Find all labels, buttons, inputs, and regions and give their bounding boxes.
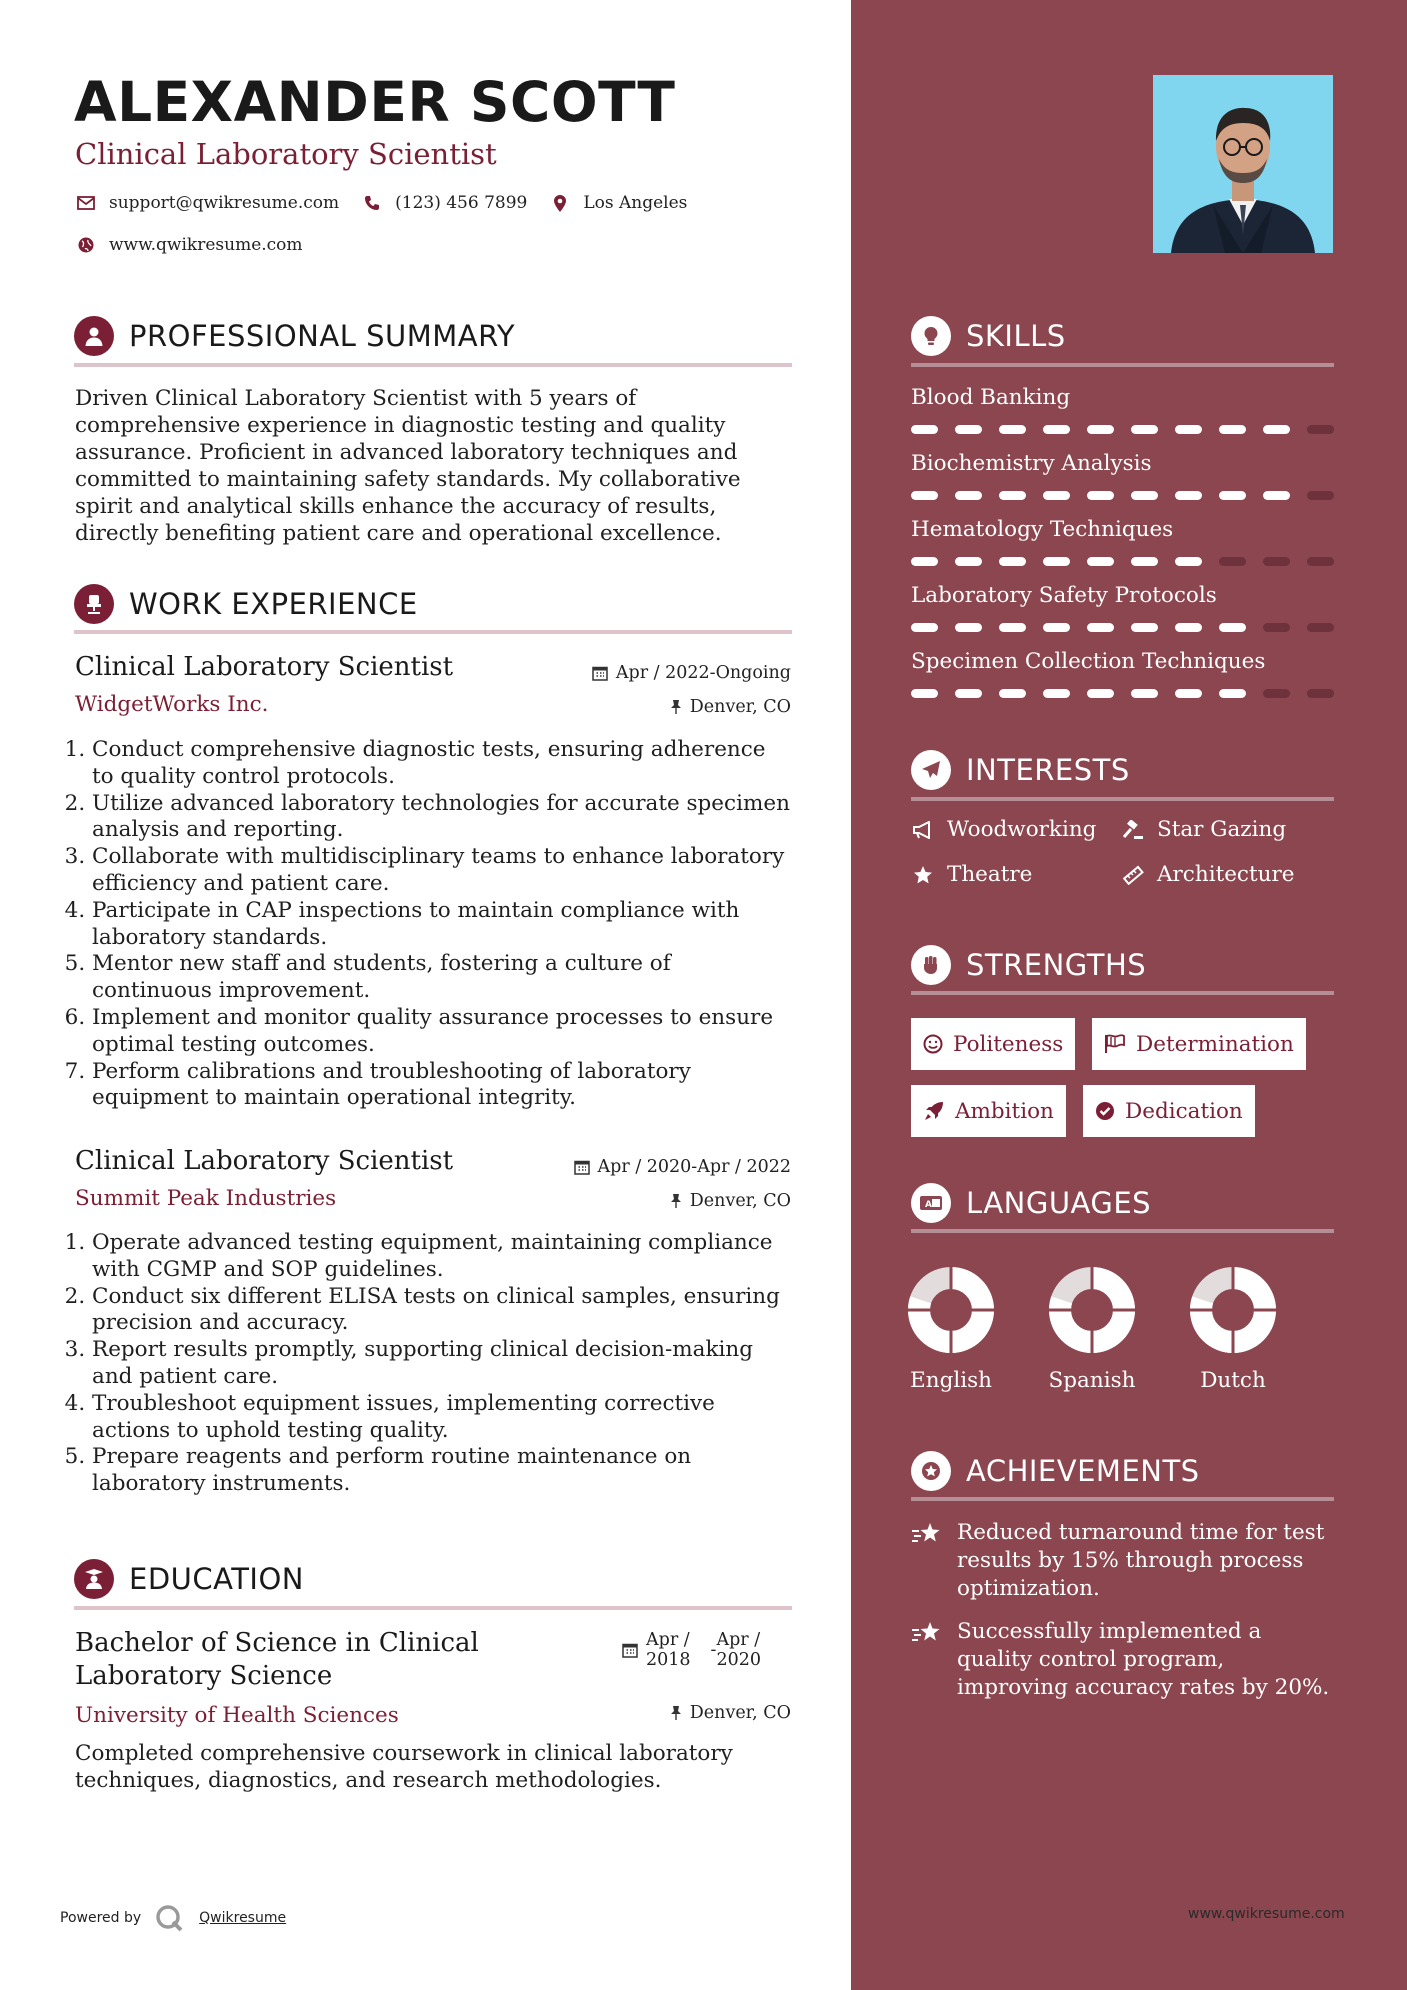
calendar-icon <box>622 1630 638 1670</box>
strength-badge <box>1092 1018 1306 1070</box>
skill-dash <box>999 425 1026 434</box>
education-start-month: Apr / <box>646 1630 690 1650</box>
languages-rule <box>911 1229 1334 1233</box>
shooting-star-icon <box>911 1519 945 1551</box>
list-item: 2. Conduct six different ELISA tests on clinical samples, ensuring precision and accuracy. <box>92 1284 792 1338</box>
job-location-text: Denver, CO <box>689 1191 791 1211</box>
list-item: 5. Prepare reagents and perform routine maintenance on laboratory instruments. <box>92 1444 792 1498</box>
skill-level-bar <box>911 557 1351 566</box>
pushpin-icon <box>670 1705 682 1721</box>
job-dates-text: Apr / 2022-Ongoing <box>615 663 791 683</box>
strength-label: Ambition <box>955 1098 1054 1124</box>
education-end-month: Apr / <box>716 1630 761 1650</box>
contact-row-2 <box>75 235 303 255</box>
skill-level-bar <box>911 491 1351 500</box>
contact-phone[interactable]: (123) 456 7899 <box>395 193 528 213</box>
skill-dash <box>1263 491 1290 500</box>
skill-name: Specimen Collection Techniques <box>911 649 1266 674</box>
education-dates <box>622 1630 761 1670</box>
school-name: University of Health Sciences <box>75 1703 399 1728</box>
skill-dash <box>911 491 938 500</box>
language-item <box>1037 1266 1147 1393</box>
education-rule <box>74 1606 792 1610</box>
language-name: Spanish <box>1048 1368 1136 1393</box>
skill-dash <box>1219 623 1246 632</box>
skill-dash <box>911 425 938 434</box>
interest-item <box>911 817 1096 842</box>
check-circle-icon <box>1095 1101 1115 1121</box>
star-icon <box>911 865 935 885</box>
candidate-title: Clinical Laboratory Scientist <box>75 137 497 171</box>
qwikresume-link[interactable]: Qwikresume <box>199 1910 287 1926</box>
strength-badge <box>1083 1085 1255 1137</box>
strength-label: Determination <box>1136 1031 1294 1057</box>
job-dates-text: Apr / 2020-Apr / 2022 <box>597 1157 791 1177</box>
skill-dash <box>955 557 982 566</box>
skills-heading <box>911 316 1066 356</box>
contact-email[interactable]: support@qwikresume.com <box>109 193 340 213</box>
job-company: WidgetWorks Inc. <box>75 692 269 717</box>
interests-rule <box>911 797 1334 801</box>
job-dates <box>592 663 791 683</box>
skill-name: Laboratory Safety Protocols <box>911 583 1217 608</box>
skill-dash <box>1175 425 1202 434</box>
degree-line-2: Laboratory Science <box>75 1661 333 1691</box>
language-icon <box>911 1183 951 1223</box>
skill-dash <box>1219 491 1246 500</box>
languages-heading <box>911 1183 1151 1223</box>
interest-label: Architecture <box>1157 862 1295 887</box>
languages-heading-label: LANGUAGES <box>966 1186 1152 1220</box>
calendar-icon <box>574 1159 590 1175</box>
skill-name: Biochemistry Analysis <box>911 451 1152 476</box>
paper-plane-icon <box>911 750 951 790</box>
language-name: English <box>910 1368 992 1393</box>
list-item: 3. Report results promptly, supporting clinical decision-making and patient care. <box>92 1337 792 1391</box>
interest-label: Woodworking <box>947 817 1097 842</box>
interest-label: Theatre <box>947 862 1033 887</box>
interest-label: Star Gazing <box>1157 817 1287 842</box>
skill-dash <box>955 491 982 500</box>
date-separator: - <box>710 1640 717 1660</box>
skill-dash <box>1043 623 1070 632</box>
experience-heading-label: WORK EXPERIENCE <box>129 587 418 621</box>
skill-dash <box>1219 557 1246 566</box>
map-pin-icon <box>549 195 571 212</box>
strengths-heading-label: STRENGTHS <box>966 948 1147 982</box>
skill-dash <box>1131 425 1158 434</box>
achievements-heading-label: ACHIEVEMENTS <box>966 1454 1200 1488</box>
education-location <box>670 1703 791 1723</box>
job-dates <box>574 1157 791 1177</box>
skill-name: Hematology Techniques <box>911 517 1174 542</box>
skills-rule <box>911 363 1334 367</box>
skill-dash <box>1131 689 1158 698</box>
achievement-text: Reduced turnaround time for test results by 15% through process optimization. <box>957 1520 1325 1601</box>
language-item <box>896 1266 1006 1393</box>
skill-dash <box>1175 557 1202 566</box>
skill-dash <box>955 623 982 632</box>
list-item: 4. Troubleshoot equipment issues, implementing corrective actions to uphold testing quality. <box>92 1391 792 1445</box>
skill-dash <box>1175 689 1202 698</box>
education-end-year: 2020 <box>716 1650 762 1670</box>
pushpin-icon <box>670 1193 682 1209</box>
interest-item <box>911 862 1032 887</box>
experience-heading <box>74 584 418 624</box>
job-company: Summit Peak Industries <box>75 1186 337 1211</box>
strength-label: Politeness <box>953 1031 1064 1057</box>
candidate-name: ALEXANDER SCOTT <box>74 70 676 134</box>
envelope-icon <box>75 196 97 210</box>
skill-dash <box>1131 491 1158 500</box>
strengths-rule <box>911 991 1334 995</box>
fist-icon <box>911 945 951 985</box>
language-name: Dutch <box>1200 1368 1266 1393</box>
language-donut <box>1189 1266 1277 1354</box>
education-end <box>716 1630 761 1670</box>
globe-icon <box>75 237 97 253</box>
skill-name: Blood Banking <box>911 385 1071 410</box>
interest-item <box>1121 817 1286 842</box>
experience-rule <box>74 630 792 634</box>
education-location-text: Denver, CO <box>689 1703 791 1723</box>
graduate-icon <box>74 1559 114 1599</box>
skill-dash <box>1175 491 1202 500</box>
qwikresume-logo-icon <box>155 1904 185 1932</box>
skill-dash <box>1307 689 1334 698</box>
list-item: 3. Collaborate with multidisciplinary teams to enhance laboratory efficiency and patient care. <box>92 844 792 898</box>
skill-dash <box>1087 491 1114 500</box>
skill-dash <box>911 689 938 698</box>
strength-badge <box>911 1018 1075 1070</box>
skill-dash <box>1131 557 1158 566</box>
interests-heading-label: INTERESTS <box>966 753 1130 787</box>
job-location-text: Denver, CO <box>689 697 791 717</box>
strength-label: Dedication <box>1125 1098 1243 1124</box>
interest-item <box>1121 862 1294 887</box>
skill-dash <box>999 491 1026 500</box>
powered-by-label: Powered by <box>60 1910 142 1926</box>
skill-dash <box>1263 623 1290 632</box>
shooting-star-icon <box>911 1618 945 1650</box>
contact-website[interactable]: www.qwikresume.com <box>109 235 303 255</box>
powered-by <box>60 1904 286 1932</box>
contact-location: Los Angeles <box>583 193 688 213</box>
sidebar <box>851 0 1407 1990</box>
skill-dash <box>1087 689 1114 698</box>
skill-dash <box>1043 491 1070 500</box>
strength-badge <box>911 1085 1066 1137</box>
skill-dash <box>1043 557 1070 566</box>
skill-dash <box>1043 425 1070 434</box>
list-item: 2. Utilize advanced laboratory technologies for accurate specimen analysis and reporting. <box>92 791 792 845</box>
bullhorn-icon <box>911 821 935 839</box>
degree-title <box>75 1627 479 1693</box>
rocket-icon <box>923 1100 945 1122</box>
education-heading <box>74 1559 304 1599</box>
summary-heading <box>74 316 515 356</box>
education-description: Completed comprehensive coursework in clinical laboratory techniques, diagnostics, and research methodologies. <box>75 1741 733 1793</box>
skill-dash <box>999 557 1026 566</box>
skill-dash <box>1087 557 1114 566</box>
language-item <box>1178 1266 1288 1393</box>
job-location <box>670 1191 791 1211</box>
ruler-icon <box>1121 865 1145 885</box>
skill-dash <box>911 557 938 566</box>
skill-dash <box>1219 425 1246 434</box>
flag-icon <box>1104 1034 1126 1054</box>
degree-line-1: Bachelor of Science in Clinical <box>75 1628 479 1658</box>
achievement-item <box>911 1618 1337 1702</box>
contact-row <box>75 193 687 213</box>
summary-text: Driven Clinical Laboratory Scientist with 5 years of comprehensive experience in diagnostic testing and quality assurance. Proficient in advanced laboratory techniques and committed to maintaining safety standards. My collaborative spirit and analytical skills enhance the accuracy of results, directly benefiting patient care and operational excellence. <box>75 386 741 546</box>
summary-heading-label: PROFESSIONAL SUMMARY <box>129 319 516 353</box>
achievement-item <box>911 1519 1337 1603</box>
achievements-rule <box>911 1497 1334 1501</box>
svg-text:A: A <box>925 1200 933 1210</box>
skill-dash <box>1043 689 1070 698</box>
skill-dash <box>1307 491 1334 500</box>
profile-photo <box>1153 75 1333 253</box>
job-duties <box>92 737 792 1112</box>
education-start <box>646 1630 691 1670</box>
footer-url[interactable]: www.qwikresume.com <box>1188 1906 1345 1922</box>
gavel-icon <box>1121 820 1145 840</box>
language-donut <box>1048 1266 1136 1354</box>
skill-dash <box>1307 623 1334 632</box>
phone-icon <box>361 195 383 211</box>
language-donut <box>907 1266 995 1354</box>
star-badge-icon <box>911 1451 951 1491</box>
summary-rule <box>74 363 792 367</box>
interests-heading <box>911 750 1130 790</box>
skills-heading-label: SKILLS <box>966 319 1066 353</box>
calendar-icon <box>592 665 608 681</box>
skill-dash <box>911 623 938 632</box>
list-item: 7. Perform calibrations and troubleshooting of laboratory equipment to maintain operational integrity. <box>92 1059 792 1113</box>
job-duties <box>92 1230 792 1498</box>
skill-dash <box>1263 689 1290 698</box>
list-item: 4. Participate in CAP inspections to maintain compliance with laboratory standards. <box>92 898 792 952</box>
job-title: Clinical Laboratory Scientist <box>75 652 454 682</box>
user-icon <box>74 316 114 356</box>
skill-dash <box>1087 623 1114 632</box>
skill-dash <box>1307 425 1334 434</box>
skill-dash <box>955 689 982 698</box>
job-location <box>670 697 791 717</box>
skill-dash <box>1263 425 1290 434</box>
achievements-heading <box>911 1451 1200 1491</box>
skill-dash <box>1175 623 1202 632</box>
achievement-text: Successfully implemented a quality control program, improving accuracy rates by 20%. <box>957 1619 1330 1700</box>
skill-dash <box>1263 557 1290 566</box>
list-item: 6. Implement and monitor quality assurance processes to ensure optimal testing outcomes. <box>92 1005 792 1059</box>
education-start-year: 2018 <box>646 1650 691 1670</box>
chair-icon <box>74 584 114 624</box>
skill-dash <box>999 623 1026 632</box>
skill-dash <box>1219 689 1246 698</box>
skill-dash <box>1307 557 1334 566</box>
skill-level-bar <box>911 425 1351 434</box>
list-item: 1. Conduct comprehensive diagnostic tests, ensuring adherence to quality control protocols. <box>92 737 792 791</box>
job-title: Clinical Laboratory Scientist <box>75 1146 454 1176</box>
list-item: 5. Mentor new staff and students, fostering a culture of continuous improvement. <box>92 951 792 1005</box>
skill-level-bar <box>911 689 1351 698</box>
lightbulb-icon <box>911 316 951 356</box>
skill-dash <box>999 689 1026 698</box>
list-item: 1. Operate advanced testing equipment, maintaining compliance with CGMP and SOP guidelines. <box>92 1230 792 1284</box>
smile-icon <box>923 1034 943 1054</box>
education-heading-label: EDUCATION <box>129 1562 305 1596</box>
pushpin-icon <box>670 699 682 715</box>
strengths-heading <box>911 945 1146 985</box>
skill-level-bar <box>911 623 1351 632</box>
skill-dash <box>1131 623 1158 632</box>
skill-dash <box>955 425 982 434</box>
skill-dash <box>1087 425 1114 434</box>
